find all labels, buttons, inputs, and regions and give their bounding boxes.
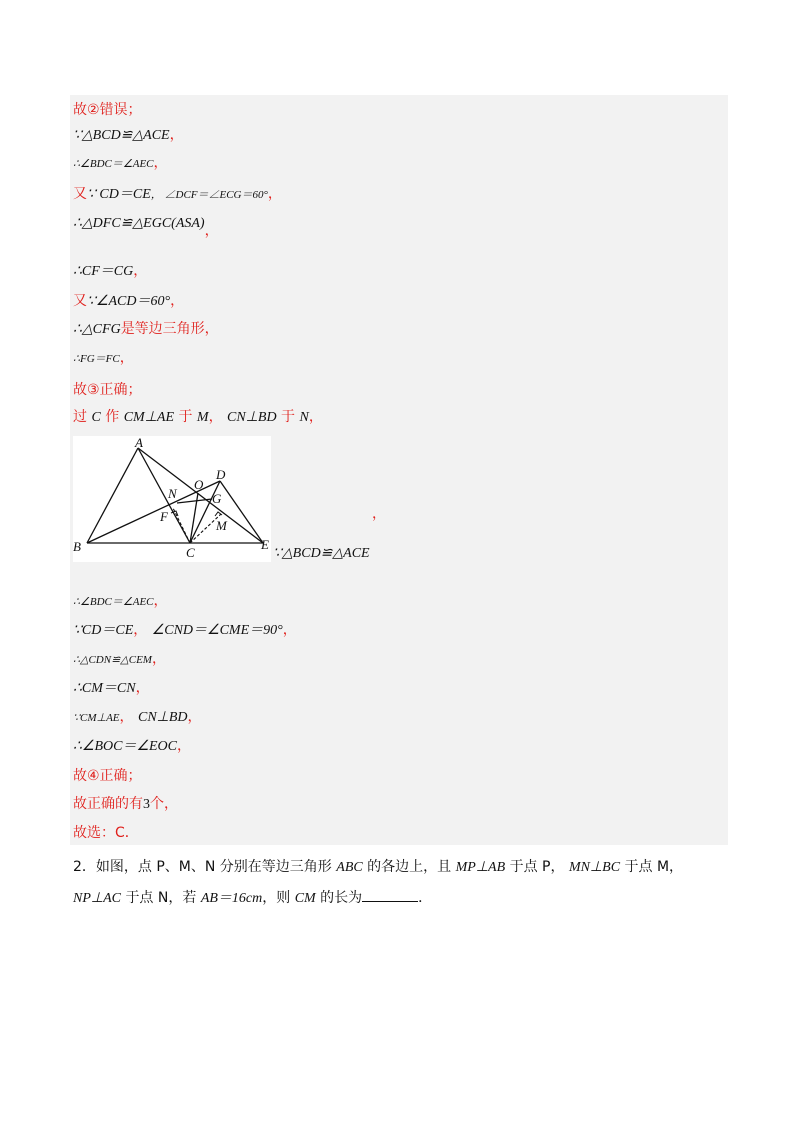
- math-text: ∵CM⊥AE: [73, 712, 120, 724]
- math-text: ∴∠BOC＝∠EOC: [73, 739, 178, 754]
- comma: ，: [133, 622, 148, 638]
- math-text: ∴∠BDC＝∠AEC: [73, 596, 154, 608]
- text: 过: [73, 409, 87, 425]
- label-f: F: [160, 509, 168, 524]
- comma: ，: [119, 350, 134, 366]
- math-text: ABC: [336, 860, 363, 875]
- solution-line-18: [73, 767, 142, 785]
- comma: ，: [308, 409, 323, 425]
- label-n: N: [168, 486, 177, 501]
- geometry-figure: [73, 436, 271, 562]
- math-text: ∴△DFC≌△EGC(ASA): [73, 216, 205, 231]
- text: ．: [418, 890, 433, 906]
- text: 又: [73, 293, 87, 309]
- text: 作: [105, 409, 120, 425]
- label-m: M: [216, 518, 227, 533]
- comma: ，: [151, 651, 166, 667]
- solution-line-16: [73, 708, 202, 727]
- solution-line-19: [73, 795, 178, 814]
- math-text: CM⊥AE: [123, 410, 175, 425]
- math-text: ∵△BCD≌△ACE: [73, 128, 170, 143]
- text: 的各边上，且: [367, 859, 452, 875]
- text: 2．如图，点 P、M、N 分别在等边三角形: [73, 859, 332, 875]
- label-g: G: [212, 491, 222, 506]
- solution-line-14: [73, 650, 166, 669]
- text: 故③正确；: [73, 382, 142, 398]
- solution-line-2: [73, 126, 184, 145]
- math-text: ∠CND＝∠CME＝90°: [151, 623, 283, 638]
- solution-line-8: [73, 320, 219, 339]
- math-text: ∴∠BDC＝∠AEC: [73, 158, 154, 170]
- math-text: ∴△CFG: [73, 322, 121, 337]
- label-c: C: [186, 545, 195, 560]
- comma: ，: [204, 223, 219, 239]
- text: 故选：C．: [73, 825, 139, 841]
- math-text: ∵ CD＝CE: [87, 187, 151, 202]
- solution-line-1: [73, 101, 142, 119]
- math-text: NP⊥AC: [73, 891, 121, 906]
- math-text: CN⊥BD: [137, 710, 188, 725]
- question-2-line-2: [73, 887, 432, 907]
- text: ，则: [262, 890, 291, 906]
- solution-line-4: [73, 185, 282, 204]
- solution-line-12: [73, 592, 168, 611]
- comma: ，: [170, 293, 185, 309]
- text: 故正确的有: [73, 796, 143, 812]
- comma: ，: [177, 738, 192, 754]
- comma: ，: [187, 709, 202, 725]
- solution-line-5: [73, 214, 219, 239]
- text: 的长为: [320, 890, 363, 906]
- text: 故④正确；: [73, 768, 142, 784]
- math-text: ， ∠DCF＝∠ECG＝60°: [150, 189, 268, 201]
- question-2-line-1: [73, 856, 683, 876]
- math-text: CM: [294, 891, 316, 906]
- math-text: AB＝16cm: [200, 891, 263, 906]
- solution-line-13: [73, 621, 297, 640]
- label-o: O: [194, 477, 204, 492]
- figure-comma: ，: [372, 506, 386, 522]
- math-text: M: [196, 410, 209, 425]
- solution-line-9: [73, 349, 134, 368]
- math-text: C: [91, 410, 101, 425]
- text: 于点 N，若: [125, 890, 197, 906]
- number: 3: [143, 797, 150, 812]
- math-text: ∴CM＝CN: [73, 681, 136, 696]
- text: 于点 M，: [624, 859, 684, 875]
- math-text: ∵CD＝CE: [73, 623, 134, 638]
- comma: ，: [267, 186, 282, 202]
- solution-line-20: [73, 824, 139, 842]
- label-b: B: [73, 539, 81, 554]
- text: 个，: [150, 796, 178, 812]
- solution-line-17: [73, 737, 191, 756]
- comma: ，: [153, 155, 168, 171]
- comma: ，: [208, 409, 223, 425]
- solution-line-6: [73, 262, 147, 281]
- label-d: D: [216, 467, 226, 482]
- comma: ，: [153, 593, 168, 609]
- figure-caption: ∵△BCD≌△ACE: [273, 546, 370, 561]
- solution-line-3: [73, 154, 168, 173]
- solution-line-10: [73, 381, 142, 399]
- comma: ，: [282, 622, 297, 638]
- solution-line-15: [73, 679, 150, 698]
- solution-line-11: [73, 408, 323, 427]
- math-text: ∴△CDN≌△CEM: [73, 654, 152, 666]
- solution-line-7: [73, 292, 184, 311]
- label-e: E: [261, 537, 269, 552]
- comma: ，: [135, 680, 150, 696]
- math-text: MP⊥AB: [455, 860, 506, 875]
- text: 于点 P，: [509, 859, 565, 875]
- comma: ，: [119, 709, 134, 725]
- label-a: A: [135, 436, 143, 450]
- text: 是等边三角形，: [120, 321, 219, 337]
- text: 又: [73, 186, 87, 202]
- text: 于: [281, 409, 296, 425]
- comma: ，: [169, 127, 184, 143]
- geometry-diagram: [73, 436, 271, 562]
- math-text: MN⊥BC: [568, 860, 621, 875]
- text: 于: [178, 409, 193, 425]
- comma: ，: [133, 263, 148, 279]
- text: 故②错误；: [73, 102, 142, 118]
- math-text: N: [299, 410, 309, 425]
- math-text: ∴CF＝CG: [73, 264, 134, 279]
- math-text: CN⊥BD: [227, 410, 277, 425]
- math-text: ∴FG＝FC: [73, 353, 120, 365]
- answer-blank[interactable]: [362, 889, 418, 902]
- math-text: ∵∠ACD＝60°: [87, 294, 171, 309]
